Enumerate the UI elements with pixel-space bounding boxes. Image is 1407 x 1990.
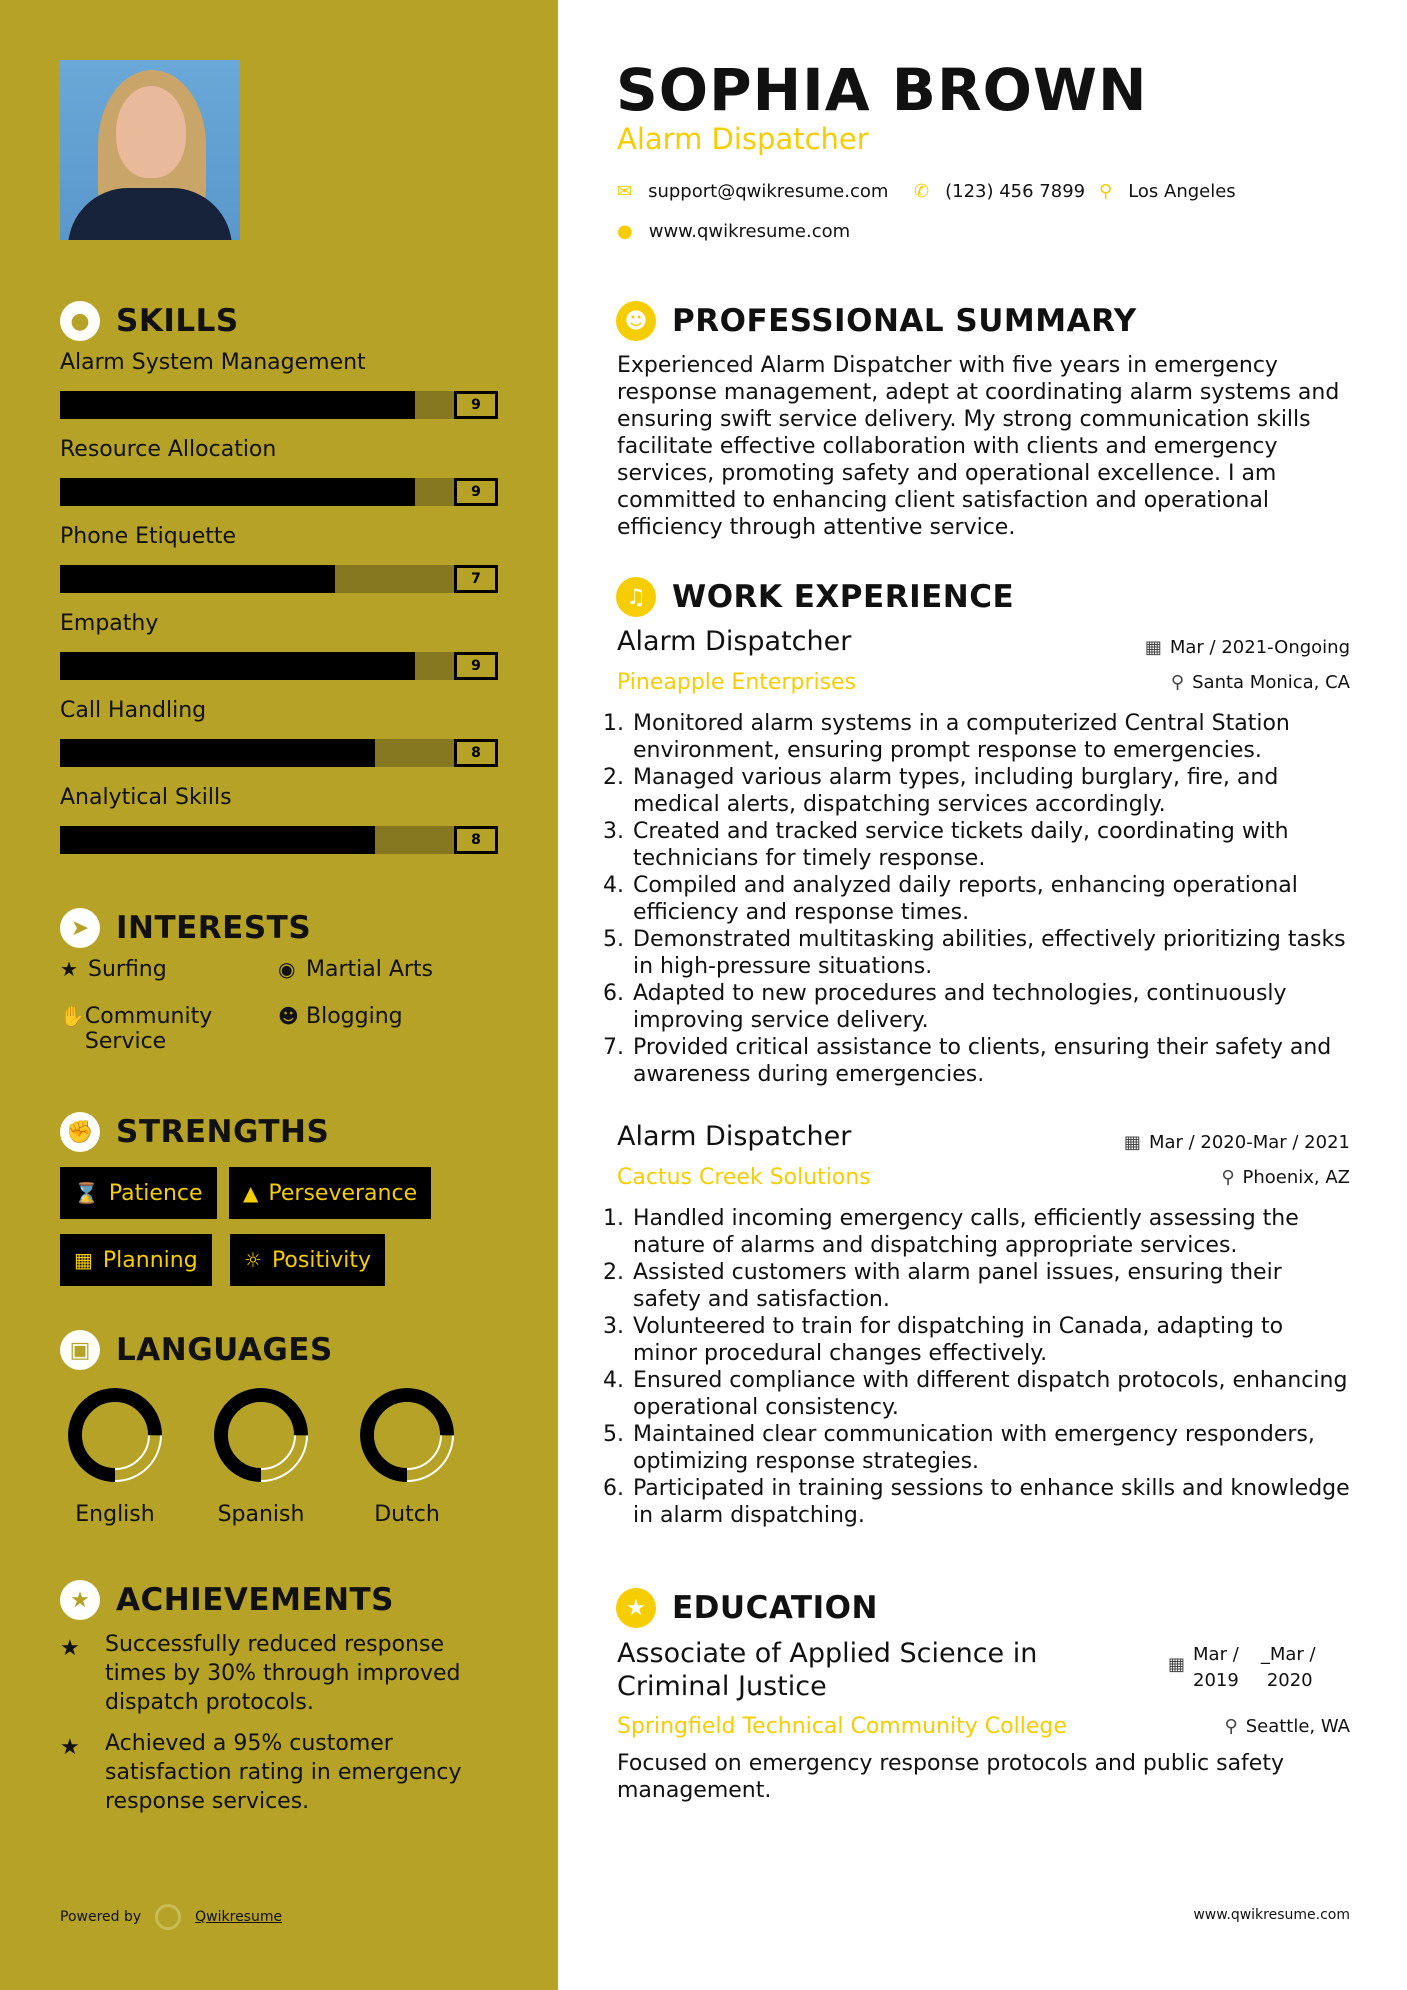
duty-item: 4. Compiled and analyzed daily reports, enhancing operational efficiency and response times. xyxy=(631,872,1353,926)
sun-icon: ☼ xyxy=(244,1248,262,1272)
language-ring xyxy=(357,1385,457,1485)
skill-name: Empathy xyxy=(60,611,159,636)
skill-bar xyxy=(60,391,498,419)
duty-item: 6. Adapted to new procedures and technologies, continuously improving service delivery. xyxy=(631,980,1353,1034)
job-dates: ▦ Mar / 2021-Ongoing xyxy=(1144,637,1350,658)
pin-icon: ⚲ xyxy=(1221,1167,1235,1188)
qwikresume-logo-icon xyxy=(155,1904,181,1930)
summary-text: Experienced Alarm Dispatcher with five years in emergency response management, adept at coordinating alarm systems and ensuring swift service delivery. My strong communication skills facilitate effective collaboration with clients and emergency services, promoting safety and operational excellence. I am committed to enhancing client satisfaction and operational efficiency through attentive service. xyxy=(617,353,1340,540)
qwikresume-link[interactable]: Qwikresume xyxy=(195,1909,283,1925)
duty-item: 5. Demonstrated multitasking abilities, effectively prioritizing tasks in high-pressure situations. xyxy=(631,926,1353,980)
language-ring xyxy=(211,1385,311,1485)
users-icon: ☻ xyxy=(278,1004,299,1028)
skills-heading: ● SKILLS xyxy=(60,301,239,341)
phone-icon: ✆ xyxy=(914,181,930,202)
duty-item: 5. Maintained clear communication with emergency responders, optimizing response strategies. xyxy=(631,1421,1353,1475)
interest-item: ☻ Blogging xyxy=(278,1004,403,1029)
interest-item: ★ Surfing xyxy=(60,957,167,982)
contact-phone: ✆ (123) 456 7899 xyxy=(914,181,1086,202)
interest-item: ◉ Martial Arts xyxy=(278,957,434,982)
skill-level-badge: 8 xyxy=(454,739,498,767)
achievement-item: ★ Successfully reduced response times by 30% through improved dispatch protocols. xyxy=(60,1632,461,1715)
pin-icon: ⚲ xyxy=(1224,1716,1238,1737)
languages-list xyxy=(50,1385,510,1535)
skill-level-badge: 9 xyxy=(454,652,498,680)
experience-heading: ♫ WORK EXPERIENCE xyxy=(616,577,1014,617)
calendar-icon: ▦ xyxy=(1168,1654,1186,1675)
skill-bar-fill xyxy=(60,391,415,419)
candidate-name: SOPHIA BROWN xyxy=(616,56,1148,124)
skill-name: Call Handling xyxy=(60,698,207,723)
job-title: Alarm Dispatcher xyxy=(617,626,852,657)
duty-item: 3. Created and tracked service tickets daily, coordinating with technicians for timely response. xyxy=(631,818,1353,872)
calendar-icon: ▦ xyxy=(1123,1132,1141,1153)
lightbulb-icon: ● xyxy=(60,301,100,341)
strengths-heading: ✊ STRENGTHS xyxy=(60,1112,329,1152)
strength-chip: ☼ Positivity xyxy=(230,1234,385,1286)
hourglass-icon: ⌛ xyxy=(74,1181,99,1205)
star-icon: ★ xyxy=(60,1636,80,1661)
skill-level-badge: 9 xyxy=(454,478,498,506)
star-badge-icon: ★ xyxy=(60,1580,100,1620)
road-icon: ▲ xyxy=(243,1181,259,1205)
contact-website: ● www.qwikresume.com xyxy=(617,221,851,242)
duty-item: 2. Managed various alarm types, including burglary, fire, and medical alerts, dispatching services accordingly. xyxy=(631,764,1353,818)
education-dates: ▦ Mar / 2019 _Mar / 2020 xyxy=(1168,1642,1316,1694)
skill-bar-fill xyxy=(60,565,335,593)
skill-bar xyxy=(60,565,498,593)
fist-icon: ✊ xyxy=(60,1112,100,1152)
language-label: Dutch xyxy=(374,1502,440,1527)
skill-level-badge: 9 xyxy=(454,391,498,419)
skill-bar-fill xyxy=(60,739,375,767)
hand-icon: ✋ xyxy=(60,1004,85,1028)
interests-heading: ➤ INTERESTS xyxy=(60,908,311,948)
calendar-icon: ▦ xyxy=(74,1248,93,1272)
job-dates: ▦ Mar / 2020-Mar / 2021 xyxy=(1123,1132,1350,1153)
sidebar xyxy=(0,0,558,1990)
duty-item: 7. Provided critical assistance to clients, ensuring their safety and awareness during emergencies. xyxy=(631,1034,1353,1088)
skill-bar xyxy=(60,826,498,854)
skill-bar-fill xyxy=(60,478,415,506)
strength-chip: ⌛ Patience xyxy=(60,1167,217,1219)
skill-bar xyxy=(60,652,498,680)
duty-item: 6. Participated in training sessions to enhance skills and knowledge in alarm dispatching. xyxy=(631,1475,1353,1529)
skill-bar-fill xyxy=(60,652,415,680)
candidate-role: Alarm Dispatcher xyxy=(617,122,869,156)
job-location: ⚲ Phoenix, AZ xyxy=(1221,1167,1350,1188)
skill-name: Phone Etiquette xyxy=(60,524,237,549)
main-content xyxy=(558,0,1407,1990)
job-location: ⚲ Santa Monica, CA xyxy=(1170,672,1350,693)
job-company: Cactus Creek Solutions xyxy=(617,1165,871,1190)
chair-icon: ♫ xyxy=(616,577,656,617)
job-company: Pineapple Enterprises xyxy=(617,670,857,695)
job-duties xyxy=(613,710,1353,1088)
duty-item: 3. Volunteered to train for dispatching in Canada, adapting to minor procedural changes effectively. xyxy=(631,1313,1353,1367)
skill-level-badge: 8 xyxy=(454,826,498,854)
user-icon: ☻ xyxy=(616,301,656,341)
education-description: Focused on emergency response protocols and public safety management. xyxy=(617,1751,1284,1803)
duty-item: 1. Handled incoming emergency calls, efficiently assessing the nature of alarms and dispatching appropriate services. xyxy=(631,1205,1353,1259)
skill-level-badge: 7 xyxy=(454,565,498,593)
language-label: English xyxy=(75,1502,155,1527)
graduation-icon: ★ xyxy=(616,1588,656,1628)
interest-item: ✋ Community Service xyxy=(60,1004,213,1054)
skill-name: Resource Allocation xyxy=(60,437,277,462)
skills-list xyxy=(60,350,500,870)
map-pin-icon: ⚲ xyxy=(1099,181,1113,202)
profile-photo xyxy=(60,60,240,240)
duty-item: 1. Monitored alarm systems in a computerized Central Station environment, ensuring prompt response to emergencies. xyxy=(631,710,1353,764)
language-icon: ▣ xyxy=(60,1330,100,1370)
education-location: ⚲ Seattle, WA xyxy=(1224,1716,1350,1737)
skill-bar xyxy=(60,739,498,767)
pin-icon: ⚲ xyxy=(1170,672,1185,693)
job-title: Alarm Dispatcher xyxy=(617,1121,852,1152)
job-duties xyxy=(613,1205,1353,1529)
languages-heading: ▣ LANGUAGES xyxy=(60,1330,333,1370)
globe-icon: ◉ xyxy=(278,957,296,981)
star-icon: ★ xyxy=(60,1735,80,1760)
footer-website[interactable]: www.qwikresume.com xyxy=(1193,1907,1350,1923)
duty-item: 2. Assisted customers with alarm panel issues, ensuring their safety and satisfaction. xyxy=(631,1259,1353,1313)
achievement-item: ★ Achieved a 95% customer satisfaction rating in emergency response services. xyxy=(60,1731,462,1814)
skill-name: Alarm System Management xyxy=(60,350,366,375)
contact-location: ⚲ Los Angeles xyxy=(1099,181,1236,202)
strength-chip: ▦ Planning xyxy=(60,1234,212,1286)
language-label: Spanish xyxy=(217,1502,305,1527)
summary-heading: ☻ PROFESSIONAL SUMMARY xyxy=(616,301,1137,341)
degree-title: Associate of Applied Science in Criminal Justice xyxy=(617,1638,1038,1702)
globe-icon: ● xyxy=(617,221,633,242)
skill-bar-fill xyxy=(60,826,375,854)
powered-by: Powered by Qwikresume xyxy=(60,1904,282,1930)
achievements-heading: ★ ACHIEVEMENTS xyxy=(60,1580,394,1620)
paper-plane-icon: ➤ xyxy=(60,908,100,948)
education-heading: ★ EDUCATION xyxy=(616,1588,878,1628)
school-name: Springfield Technical Community College xyxy=(617,1714,1067,1739)
envelope-icon: ✉ xyxy=(617,181,633,202)
strength-chip: ▲ Perseverance xyxy=(229,1167,431,1219)
language-ring xyxy=(65,1385,165,1485)
skill-bar xyxy=(60,478,498,506)
skill-name: Analytical Skills xyxy=(60,785,232,810)
star-icon: ★ xyxy=(60,957,78,981)
contact-email: ✉ support@qwikresume.com xyxy=(617,181,889,202)
duty-item: 4. Ensured compliance with different dispatch protocols, enhancing operational consistency. xyxy=(631,1367,1353,1421)
calendar-icon: ▦ xyxy=(1144,637,1162,658)
